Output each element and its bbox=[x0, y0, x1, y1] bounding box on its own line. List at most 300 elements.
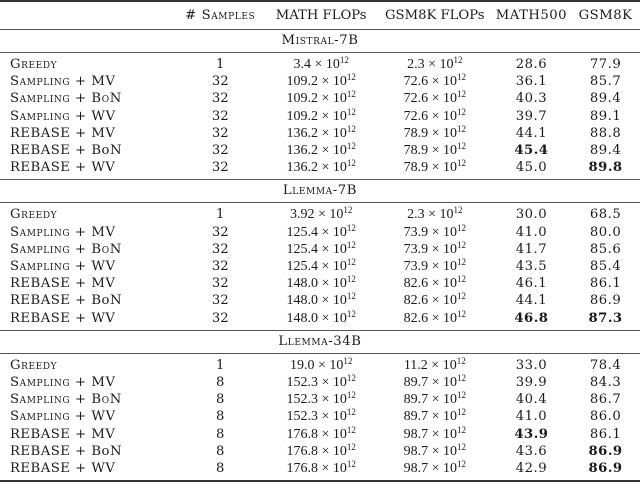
samples-cell: 32 bbox=[211, 241, 229, 257]
math-flops-cell bbox=[265, 310, 378, 331]
header-samples: # Samples bbox=[185, 8, 256, 23]
header-gsm8k: GSM8K bbox=[578, 8, 633, 23]
flop-unit: × 10 bbox=[321, 143, 347, 159]
gsm8k-cell: 89.4 bbox=[589, 91, 622, 107]
table-row bbox=[0, 73, 640, 90]
method-label: Sampling + WV bbox=[10, 108, 116, 124]
math-flops-value: 152.3 bbox=[286, 409, 318, 425]
samples-cell: 32 bbox=[211, 259, 229, 275]
math500-cell: 41.0 bbox=[515, 409, 548, 425]
samples-cell: 1 bbox=[216, 207, 225, 223]
flop-unit: × 10 bbox=[321, 375, 347, 391]
math-flops-value: 3.4 bbox=[293, 57, 311, 72]
method-cell bbox=[0, 426, 176, 443]
math500-cell: 28.6 bbox=[515, 57, 548, 72]
gsm8k-flops-value: 98.7 bbox=[403, 443, 429, 459]
method-label: Sampling + BoN bbox=[10, 392, 122, 408]
samples-cell: 32 bbox=[211, 143, 229, 159]
math500-cell: 36.1 bbox=[515, 74, 548, 90]
math-flops-cell bbox=[265, 443, 378, 460]
method-cell bbox=[0, 292, 176, 309]
gsm8k-flops-value: 78.9 bbox=[403, 125, 429, 141]
flop-exponent: 12 bbox=[346, 106, 356, 117]
flop-exponent: 12 bbox=[456, 89, 466, 100]
samples-cell: 8 bbox=[216, 426, 225, 442]
flop-unit: × 10 bbox=[431, 108, 457, 124]
math-flops-cell bbox=[265, 258, 378, 275]
gsm8k-flops-cell bbox=[378, 391, 492, 408]
gsm8k-flops-value: 73.9 bbox=[403, 259, 429, 275]
flop-exponent: 12 bbox=[346, 274, 356, 285]
gsm8k-cell: 89.1 bbox=[589, 108, 622, 124]
flop-exponent: 12 bbox=[343, 355, 353, 366]
flop-unit: × 10 bbox=[321, 91, 347, 107]
method-label: REBASE + MV bbox=[10, 426, 116, 442]
math-flops-value: 148.0 bbox=[286, 276, 318, 292]
gsm8k-flops-value: 73.9 bbox=[403, 241, 429, 257]
math-flops-cell bbox=[265, 426, 378, 443]
table-row bbox=[0, 292, 640, 309]
flop-exponent: 12 bbox=[346, 257, 356, 268]
math500-cell: 40.3 bbox=[515, 91, 548, 107]
section-model-name: Mistral-7B bbox=[281, 33, 359, 48]
flop-exponent: 12 bbox=[346, 459, 356, 470]
samples-cell: 8 bbox=[216, 375, 225, 391]
flop-exponent: 12 bbox=[346, 222, 356, 233]
table-row bbox=[0, 241, 640, 258]
flop-exponent: 12 bbox=[346, 291, 356, 302]
flop-exponent: 12 bbox=[346, 239, 356, 250]
gsm8k-flops-value: 11.2 bbox=[403, 357, 428, 373]
gsm8k-flops-cell bbox=[378, 258, 492, 275]
gsm8k-cell: 68.5 bbox=[589, 207, 622, 223]
gsm8k-flops-cell bbox=[378, 125, 492, 142]
gsm8k-flops-value: 78.9 bbox=[403, 143, 429, 159]
flop-exponent: 12 bbox=[346, 390, 356, 401]
gsm8k-flops-value: 72.6 bbox=[403, 108, 429, 124]
flop-unit: × 10 bbox=[321, 426, 347, 442]
flop-exponent: 12 bbox=[456, 274, 466, 285]
gsm8k-cell: 86.0 bbox=[589, 409, 622, 425]
flop-unit: × 10 bbox=[321, 108, 347, 124]
flop-unit: × 10 bbox=[431, 426, 457, 442]
table-row bbox=[0, 426, 640, 443]
table-row bbox=[0, 391, 640, 408]
flop-unit: × 10 bbox=[431, 461, 457, 477]
math-flops-cell bbox=[265, 391, 378, 408]
math-flops-cell bbox=[265, 203, 378, 224]
flop-unit: × 10 bbox=[321, 392, 347, 408]
gsm8k-flops-cell bbox=[378, 292, 492, 309]
flop-exponent: 12 bbox=[456, 158, 466, 169]
gsm8k-cell: 86.1 bbox=[589, 276, 622, 292]
gsm8k-flops-cell bbox=[378, 224, 492, 241]
gsm8k-cell: 85.6 bbox=[589, 241, 622, 257]
samples-cell: 8 bbox=[216, 461, 225, 477]
method-label: REBASE + WV bbox=[10, 160, 116, 176]
gsm8k-flops-value: 82.6 bbox=[403, 293, 429, 309]
method-cell bbox=[0, 408, 176, 425]
math500-cell: 46.1 bbox=[515, 276, 548, 292]
flop-exponent: 12 bbox=[456, 390, 466, 401]
gsm8k-flops-cell bbox=[378, 159, 492, 180]
math-flops-cell bbox=[265, 460, 378, 481]
method-label: Sampling + WV bbox=[10, 259, 116, 275]
gsm8k-flops-cell bbox=[378, 310, 492, 331]
math500-cell: 39.9 bbox=[515, 375, 548, 391]
gsm8k-cell: 80.0 bbox=[589, 224, 622, 240]
flop-unit: × 10 bbox=[431, 310, 457, 326]
method-cell bbox=[0, 374, 176, 391]
method-label: Sampling + MV bbox=[10, 74, 116, 90]
gsm8k-flops-cell bbox=[378, 142, 492, 159]
math500-cell: 42.9 bbox=[515, 461, 548, 477]
flop-unit: × 10 bbox=[321, 443, 347, 459]
math500-cell: 44.1 bbox=[515, 293, 548, 309]
gsm8k-flops-cell bbox=[378, 374, 492, 391]
math500-cell: 43.6 bbox=[515, 443, 548, 459]
flop-unit: × 10 bbox=[317, 207, 344, 223]
table-row bbox=[0, 460, 640, 481]
flop-exponent: 12 bbox=[456, 424, 466, 435]
samples-cell: 1 bbox=[216, 57, 225, 72]
math-flops-cell bbox=[265, 292, 378, 309]
math-flops-value: 109.2 bbox=[286, 108, 318, 124]
flop-unit: × 10 bbox=[321, 241, 347, 257]
samples-cell: 32 bbox=[211, 310, 229, 326]
samples-cell: 8 bbox=[216, 443, 225, 459]
flop-exponent: 12 bbox=[456, 141, 466, 152]
samples-cell: 32 bbox=[211, 91, 229, 107]
flop-unit: × 10 bbox=[321, 293, 347, 309]
flop-exponent: 12 bbox=[456, 222, 466, 233]
flop-unit: × 10 bbox=[431, 160, 457, 176]
flop-exponent: 12 bbox=[339, 55, 349, 65]
math-flops-cell bbox=[265, 241, 378, 258]
table-row bbox=[0, 310, 640, 331]
math500-cell: 41.0 bbox=[515, 224, 548, 240]
gsm8k-flops-value: 82.6 bbox=[403, 276, 429, 292]
math-flops-cell bbox=[265, 53, 378, 74]
math-flops-cell bbox=[265, 374, 378, 391]
gsm8k-flops-cell bbox=[378, 203, 492, 224]
method-cell bbox=[0, 90, 176, 107]
gsm8k-cell: 86.1 bbox=[589, 426, 622, 442]
method-cell bbox=[0, 241, 176, 258]
method-cell bbox=[0, 159, 176, 180]
gsm8k-cell: 86.9 bbox=[588, 461, 623, 477]
samples-cell: 1 bbox=[216, 357, 225, 373]
gsm8k-cell: 89.4 bbox=[589, 143, 622, 159]
header-method bbox=[0, 1, 176, 30]
samples-cell: 32 bbox=[211, 125, 229, 141]
table-row bbox=[0, 90, 640, 107]
method-label: REBASE + WV bbox=[10, 310, 116, 326]
samples-cell: 32 bbox=[211, 160, 229, 176]
flop-unit: × 10 bbox=[321, 259, 347, 275]
gsm8k-flops-value: 98.7 bbox=[403, 426, 429, 442]
math-flops-cell bbox=[265, 353, 378, 374]
flop-unit: × 10 bbox=[431, 241, 457, 257]
math-flops-cell bbox=[265, 275, 378, 292]
gsm8k-flops-value: 89.7 bbox=[403, 409, 429, 425]
method-cell bbox=[0, 275, 176, 292]
flop-unit: × 10 bbox=[321, 224, 347, 240]
table-row bbox=[0, 125, 640, 142]
flop-unit: × 10 bbox=[321, 310, 347, 326]
flop-exponent: 12 bbox=[456, 257, 466, 268]
header-math500: MATH500 bbox=[495, 8, 568, 23]
flop-unit: × 10 bbox=[321, 461, 347, 477]
flop-exponent: 12 bbox=[343, 205, 353, 216]
gsm8k-cell: 86.9 bbox=[588, 443, 623, 459]
flop-unit: × 10 bbox=[428, 207, 454, 223]
flop-unit: × 10 bbox=[321, 160, 347, 176]
samples-cell: 8 bbox=[216, 392, 225, 408]
gsm8k-flops-cell bbox=[378, 443, 492, 460]
flop-exponent: 12 bbox=[346, 158, 356, 169]
table-row bbox=[0, 142, 640, 159]
method-label: Greedy bbox=[10, 207, 58, 223]
math-flops-cell bbox=[265, 73, 378, 90]
math-flops-value: 176.8 bbox=[286, 461, 318, 477]
gsm8k-flops-cell bbox=[378, 241, 492, 258]
samples-cell: 8 bbox=[216, 409, 225, 425]
gsm8k-flops-cell bbox=[378, 426, 492, 443]
samples-cell: 32 bbox=[211, 74, 229, 90]
flop-exponent: 12 bbox=[456, 355, 466, 366]
math500-cell: 30.0 bbox=[515, 207, 548, 223]
math500-cell: 43.9 bbox=[514, 426, 549, 442]
flop-unit: × 10 bbox=[321, 276, 347, 292]
flop-exponent: 12 bbox=[346, 441, 356, 452]
math-flops-value: 136.2 bbox=[286, 160, 318, 176]
method-cell bbox=[0, 142, 176, 159]
table-row bbox=[0, 374, 640, 391]
flop-exponent: 12 bbox=[346, 89, 356, 100]
math500-cell: 39.7 bbox=[515, 108, 548, 124]
math-flops-value: 136.2 bbox=[286, 125, 318, 141]
flop-exponent: 12 bbox=[456, 407, 466, 418]
flop-unit: × 10 bbox=[431, 443, 457, 459]
flop-exponent: 12 bbox=[346, 424, 356, 435]
method-label: Greedy bbox=[10, 357, 58, 373]
table-row bbox=[0, 353, 640, 374]
math-flops-value: 176.8 bbox=[286, 443, 318, 459]
method-label: Sampling + BoN bbox=[10, 91, 122, 107]
math-flops-cell bbox=[265, 408, 378, 425]
flop-exponent: 12 bbox=[453, 55, 463, 65]
flop-exponent: 12 bbox=[346, 308, 356, 319]
samples-cell: 32 bbox=[211, 293, 229, 309]
flop-exponent: 12 bbox=[346, 123, 356, 134]
method-label: Sampling + WV bbox=[10, 409, 116, 425]
flop-unit: × 10 bbox=[431, 74, 457, 90]
flop-unit: × 10 bbox=[428, 57, 454, 72]
gsm8k-flops-value: 78.9 bbox=[403, 160, 429, 176]
gsm8k-flops-cell bbox=[378, 408, 492, 425]
gsm8k-cell: 86.9 bbox=[589, 293, 622, 309]
table-body bbox=[0, 30, 640, 482]
math-flops-value: 109.2 bbox=[286, 74, 318, 90]
method-cell bbox=[0, 224, 176, 241]
samples-cell: 32 bbox=[211, 276, 229, 292]
table-row bbox=[0, 258, 640, 275]
flop-exponent: 12 bbox=[456, 239, 466, 250]
gsm8k-flops-value: 2.3 bbox=[407, 57, 425, 72]
math-flops-cell bbox=[265, 90, 378, 107]
header-math-flops: MATH FLOPs bbox=[275, 8, 367, 23]
gsm8k-cell: 85.7 bbox=[589, 74, 622, 90]
table-row bbox=[0, 108, 640, 125]
flop-exponent: 12 bbox=[346, 373, 356, 384]
method-cell bbox=[0, 108, 176, 125]
samples-cell: 32 bbox=[211, 224, 229, 240]
table-row bbox=[0, 203, 640, 224]
gsm8k-flops-value: 89.7 bbox=[403, 392, 429, 408]
method-cell bbox=[0, 391, 176, 408]
flop-unit: × 10 bbox=[431, 357, 457, 373]
gsm8k-flops-value: 82.6 bbox=[403, 310, 429, 326]
gsm8k-flops-cell bbox=[378, 73, 492, 90]
section-model-name: Llemma-7B bbox=[282, 183, 358, 199]
math-flops-value: 125.4 bbox=[286, 259, 318, 275]
math-flops-cell bbox=[265, 142, 378, 159]
math500-cell: 44.1 bbox=[515, 125, 548, 141]
math-flops-value: 125.4 bbox=[286, 224, 318, 240]
method-cell bbox=[0, 73, 176, 90]
gsm8k-cell: 86.7 bbox=[589, 392, 622, 408]
math500-cell: 45.4 bbox=[514, 143, 549, 159]
flop-exponent: 12 bbox=[456, 441, 466, 452]
gsm8k-cell: 87.3 bbox=[588, 310, 623, 326]
flop-unit: × 10 bbox=[431, 143, 457, 159]
method-label: REBASE + BoN bbox=[10, 293, 123, 309]
table-row bbox=[0, 53, 640, 74]
flop-unit: × 10 bbox=[321, 409, 347, 425]
flop-exponent: 12 bbox=[456, 291, 466, 302]
method-label: Sampling + MV bbox=[10, 375, 116, 391]
flop-unit: × 10 bbox=[321, 74, 347, 90]
gsm8k-cell: 78.4 bbox=[589, 357, 622, 373]
gsm8k-flops-cell bbox=[378, 275, 492, 292]
gsm8k-flops-cell bbox=[378, 460, 492, 481]
flop-exponent: 12 bbox=[456, 308, 466, 319]
gsm8k-cell: 89.8 bbox=[588, 160, 623, 176]
math-flops-value: 125.4 bbox=[286, 241, 318, 257]
flop-exponent: 12 bbox=[456, 106, 466, 117]
math-flops-value: 109.2 bbox=[286, 91, 318, 107]
math500-cell: 41.7 bbox=[515, 241, 548, 257]
gsm8k-flops-cell bbox=[378, 90, 492, 107]
gsm8k-flops-cell bbox=[378, 53, 492, 74]
math500-cell: 46.8 bbox=[514, 310, 549, 326]
flop-unit: × 10 bbox=[321, 125, 347, 141]
gsm8k-flops-cell bbox=[378, 108, 492, 125]
math-flops-value: 148.0 bbox=[286, 293, 318, 309]
flop-exponent: 12 bbox=[346, 141, 356, 152]
flop-exponent: 12 bbox=[346, 407, 356, 418]
method-cell bbox=[0, 460, 176, 481]
math-flops-cell bbox=[265, 224, 378, 241]
flop-exponent: 12 bbox=[456, 72, 466, 83]
method-cell bbox=[0, 353, 176, 374]
method-cell bbox=[0, 203, 176, 224]
math-flops-value: 176.8 bbox=[286, 426, 318, 442]
method-cell bbox=[0, 258, 176, 275]
method-label: REBASE + MV bbox=[10, 125, 116, 141]
flop-unit: × 10 bbox=[431, 375, 457, 391]
gsm8k-flops-value: 2.3 bbox=[407, 207, 425, 223]
method-label: REBASE + MV bbox=[10, 276, 116, 292]
section-model-name: Llemma-34B bbox=[278, 333, 362, 349]
method-cell bbox=[0, 53, 176, 74]
flop-unit: × 10 bbox=[314, 57, 340, 72]
gsm8k-cell: 88.8 bbox=[589, 125, 622, 141]
method-cell bbox=[0, 443, 176, 460]
math-flops-value: 136.2 bbox=[286, 143, 318, 159]
gsm8k-flops-value: 72.6 bbox=[403, 74, 429, 90]
table-row bbox=[0, 443, 640, 460]
method-label: Greedy bbox=[10, 57, 58, 72]
math500-cell: 43.5 bbox=[515, 259, 548, 275]
flop-unit: × 10 bbox=[431, 293, 457, 309]
flop-unit: × 10 bbox=[431, 259, 457, 275]
flop-unit: × 10 bbox=[431, 276, 457, 292]
flop-exponent: 12 bbox=[456, 373, 466, 384]
table-row bbox=[0, 408, 640, 425]
gsm8k-cell: 85.4 bbox=[589, 259, 622, 275]
math500-cell: 40.4 bbox=[515, 392, 548, 408]
gsm8k-flops-value: 72.6 bbox=[403, 91, 429, 107]
math-flops-value: 152.3 bbox=[286, 375, 318, 391]
section-header-row bbox=[0, 180, 640, 203]
flop-unit: × 10 bbox=[431, 125, 457, 141]
gsm8k-cell: 84.3 bbox=[589, 375, 622, 391]
math-flops-value: 148.0 bbox=[286, 310, 318, 326]
flop-unit: × 10 bbox=[317, 357, 344, 373]
gsm8k-flops-value: 98.7 bbox=[403, 461, 429, 477]
header-row bbox=[0, 1, 640, 30]
section-header-row bbox=[0, 330, 640, 353]
header-gsm8k-flops: GSM8K FLOPs bbox=[385, 8, 485, 23]
method-label: REBASE + WV bbox=[10, 461, 116, 477]
math-flops-value: 19.0 bbox=[289, 357, 315, 373]
table-row bbox=[0, 275, 640, 292]
gsm8k-flops-value: 73.9 bbox=[403, 224, 429, 240]
flop-unit: × 10 bbox=[431, 91, 457, 107]
math-flops-value: 152.3 bbox=[286, 392, 318, 408]
method-label: REBASE + BoN bbox=[10, 443, 123, 459]
gsm8k-flops-value: 89.7 bbox=[403, 375, 429, 391]
math-flops-cell bbox=[265, 108, 378, 125]
math-flops-cell bbox=[265, 125, 378, 142]
gsm8k-cell: 77.9 bbox=[589, 57, 622, 72]
method-cell bbox=[0, 125, 176, 142]
flop-unit: × 10 bbox=[431, 392, 457, 408]
table-row bbox=[0, 159, 640, 180]
flop-unit: × 10 bbox=[431, 409, 457, 425]
method-label: Sampling + BoN bbox=[10, 241, 122, 257]
method-cell bbox=[0, 310, 176, 331]
table-row bbox=[0, 224, 640, 241]
flop-exponent: 12 bbox=[346, 72, 356, 83]
math-flops-value: 3.92 bbox=[289, 207, 315, 223]
samples-cell: 32 bbox=[211, 108, 229, 124]
math500-cell: 33.0 bbox=[515, 357, 548, 373]
flop-exponent: 12 bbox=[456, 123, 466, 134]
flop-exponent: 12 bbox=[453, 205, 463, 216]
